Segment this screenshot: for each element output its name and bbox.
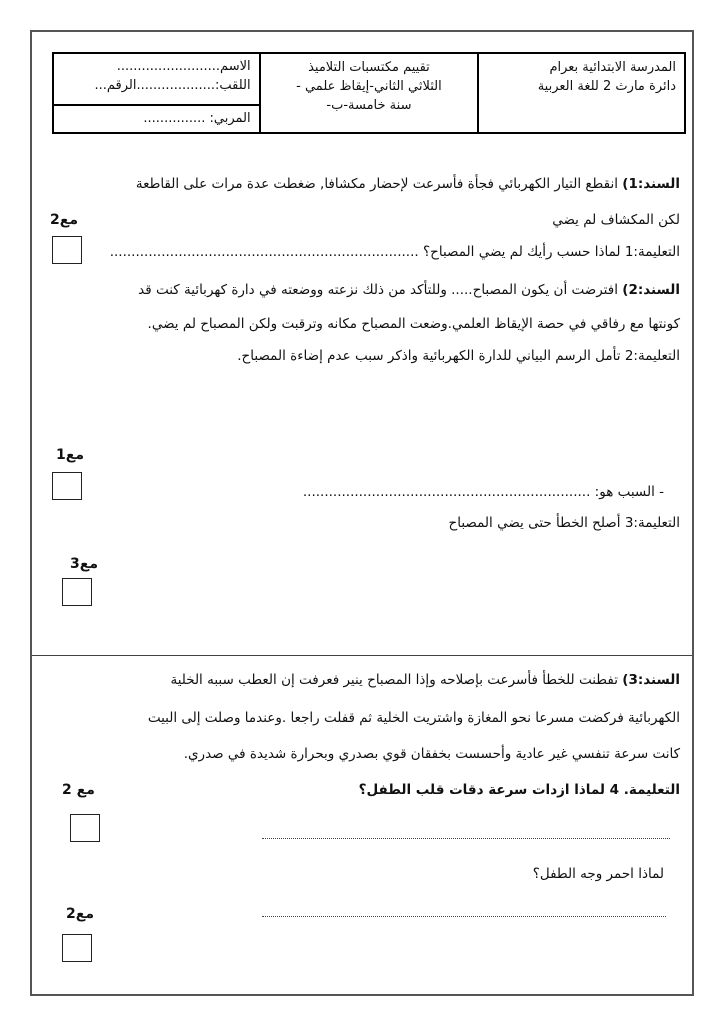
section2-line2: كونتها مع رفاقي في حصة الإيقاظ العلمي.وضعت المصباح مكانه وترقبت ولكن المصباح لم يضي. xyxy=(147,316,680,332)
section1-label: السند:1) xyxy=(622,176,680,192)
answer-line-5[interactable] xyxy=(262,916,666,917)
section1-line1: السند:1) انقطع التيار الكهربائي فجأة فأسرعت لإحضار مكشافا, ضغطت عدة مرات على القاطعة xyxy=(135,176,680,192)
section3-line2: الكهربائية فركضت مسرعا نحو المغازة واشتريت الخلية ثم قفلت راجعا .وعندما وصلت إلى البيت xyxy=(147,710,680,726)
student-info-cell xyxy=(54,54,259,132)
teacher-field[interactable]: المربي: ............... xyxy=(143,111,251,126)
school-name: المدرسة الابتدائية بعرام xyxy=(549,60,677,75)
question-5: لماذا احمر وجه الطفل؟ xyxy=(532,866,664,882)
section1-line2: لكن المكشاف لم يضي xyxy=(552,212,680,228)
instruction-3: التعليمة:3 أصلح الخطأ حتى يضي المصباح xyxy=(448,515,680,531)
section-divider xyxy=(32,655,692,656)
score-mark-2: مع1 xyxy=(56,447,84,463)
section2-label: السند:2) xyxy=(622,282,680,298)
score-mark-3: مع3 xyxy=(70,556,98,572)
section3-label: السند:3) xyxy=(622,672,680,688)
score-mark-1: مع2 xyxy=(50,212,78,228)
score-box-1[interactable] xyxy=(52,236,82,264)
header-table xyxy=(52,52,686,134)
score-box-4[interactable] xyxy=(70,814,100,842)
exam-title-line2: الثلاثي الثاني-إيقاظ علمي - xyxy=(296,79,442,94)
score-box-5[interactable] xyxy=(62,934,92,962)
instruction-4: التعليمة. 4 لماذا ازدات سرعة دقات قلب الطفل؟ xyxy=(358,782,680,798)
exam-title-line1: تقييم مكتسبات التلاميذ xyxy=(308,60,430,75)
section3-line3: كانت سرعة تنفسي غير عادية وأحسست بخفقان قوي بصدري وبحرارة شديدة في صدري. xyxy=(183,746,680,762)
surname-field[interactable]: اللقب:...................الرقم... xyxy=(94,78,251,93)
school-district: دائرة مارث 2 للغة العربية xyxy=(537,79,677,94)
reason-answer-line[interactable]: - السبب هو: ................................................................... xyxy=(302,484,664,500)
instruction-1: التعليمة:1 لماذا حسب رأيك لم يضي المصباح؟ ........................................................................ xyxy=(109,244,680,260)
section3-line1: السند:3) تفطنت للخطأ فأسرعت بإصلاحه وإذا المصباح ينير فعرفت إن العطب سببه الخلية xyxy=(170,672,680,688)
exam-title-line3: سنة خامسة-ب- xyxy=(326,98,412,113)
exam-title-cell xyxy=(259,54,478,132)
score-mark-4: مع 2 xyxy=(62,782,95,798)
score-mark-5: مع2 xyxy=(66,906,94,922)
instruction-2: التعليمة:2 تأمل الرسم البياني للدارة الكهربائية واذكر سبب عدم إضاءة المصباح. xyxy=(237,348,680,364)
name-field[interactable]: الاسم......................... xyxy=(116,59,251,74)
score-box-3[interactable] xyxy=(62,578,92,606)
score-box-2[interactable] xyxy=(52,472,82,500)
page-frame xyxy=(30,30,694,996)
section2-line1: السند:2) افترضت أن يكون المصباح..... وللتأكد من ذلك نزعته ووضعته في دارة كهربائية كنت قد xyxy=(138,282,680,298)
school-cell xyxy=(477,54,684,132)
answer-line-4[interactable] xyxy=(262,838,670,839)
